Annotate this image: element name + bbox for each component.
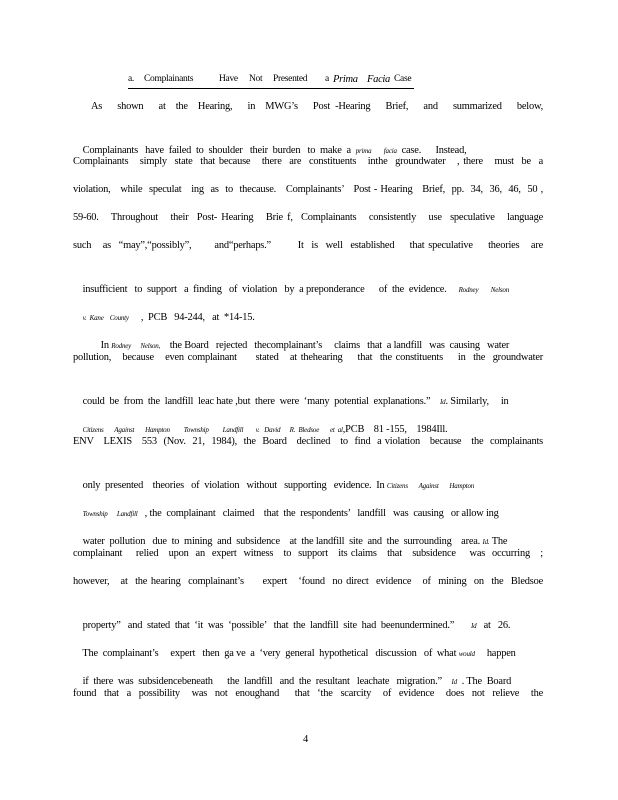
heading-word: Have bbox=[219, 74, 238, 84]
body-line bbox=[73, 462, 543, 491]
body-line: ENV LEXIS 553 (Nov. 21, 1984), the Board declined to find a violation because the complainants bbox=[73, 436, 543, 447]
body-line bbox=[91, 322, 543, 351]
line-text: the Board rejected thecomplainant’s claims that a landfill was causing water bbox=[169, 340, 510, 351]
heading-word: Not bbox=[249, 74, 263, 84]
italic-term: would bbox=[458, 650, 475, 658]
line-text: at 26. bbox=[483, 620, 511, 631]
line-text: insufficient to support a finding of violation by a preponderance of the evidence. bbox=[82, 284, 447, 295]
line-text: could be from the landfill leac hate ,but there were ‘many potential explanations.” bbox=[82, 396, 431, 407]
heading-word: Case bbox=[394, 74, 412, 84]
case-citation: Citizens Against Hampton Township Landfill v. David R. Bledsoe et al bbox=[82, 426, 343, 434]
line-text: In bbox=[376, 480, 385, 491]
case-citation: Id bbox=[470, 622, 477, 630]
body-line bbox=[73, 518, 543, 547]
line-text: . The Board bbox=[461, 676, 512, 687]
body-line: pollution, because even complainant stated at thehearing that the constituents in the groundwater bbox=[73, 352, 543, 363]
body-line bbox=[73, 602, 543, 631]
body-line bbox=[73, 378, 543, 407]
case-citation: Rodney Nelson, bbox=[111, 342, 161, 350]
body-line: such as “may”,“possibly”, and“perhaps.” It is well established that speculative theories are bbox=[73, 240, 543, 251]
line-text: The complainant’s expert then ga ve a ‘very general hypothetical discussion of what bbox=[82, 648, 457, 659]
body-line bbox=[73, 630, 543, 659]
heading-letter: a. bbox=[128, 74, 134, 84]
line-text: In bbox=[100, 340, 109, 351]
case-citation: Township Landfill bbox=[82, 510, 138, 518]
case-citation: Rodney Nelson bbox=[458, 286, 509, 294]
line-text: only presented theories of violation without supporting evidence. bbox=[82, 480, 372, 491]
case-citation: Id bbox=[451, 678, 457, 686]
line-text: . Similarly, in bbox=[445, 396, 509, 407]
section-heading bbox=[128, 74, 414, 89]
line-text: property” and stated that ‘it was ‘possible’ that the landfill site had beenundermined.” bbox=[82, 620, 455, 631]
body-line: however, at the hearing complainant’s expert ‘found no direct evidence of mining on the Bledsoe bbox=[73, 576, 543, 587]
body-line bbox=[73, 294, 543, 323]
body-line bbox=[73, 658, 543, 687]
body-line bbox=[73, 406, 543, 435]
line-text: , the complainant claimed that the respondents’ landfill was causing or allow ing bbox=[144, 508, 499, 519]
body-line: found that a possibility was not enoughand that ‘the scarcity of evidence does not relieve the bbox=[73, 688, 543, 699]
body-line: complainant relied upon an expert witness to support its claims that subsidence was occurring ; bbox=[73, 548, 543, 559]
case-citation: Id. bbox=[482, 538, 490, 546]
body-line: As shown at the Hearing, in MWG’s Post -Hearing Brief, and summarized below, bbox=[91, 101, 543, 112]
line-text: case. Instead, bbox=[401, 145, 467, 156]
heading-word: Complainants bbox=[144, 74, 194, 84]
case-citation: Id bbox=[440, 398, 446, 406]
case-citation: Citizens Against Hampton bbox=[386, 482, 475, 490]
line-text: The bbox=[491, 536, 508, 547]
body-line bbox=[73, 490, 543, 519]
body-line bbox=[73, 127, 543, 156]
line-text: Complainants have failed to shoulder their burden to make a bbox=[82, 145, 351, 156]
italic-term: prima facia bbox=[355, 147, 397, 155]
heading-word: Presented bbox=[273, 74, 308, 84]
heading-word-italic: Facia bbox=[367, 74, 390, 85]
page-number: 4 bbox=[303, 734, 309, 745]
heading-word: a bbox=[325, 74, 329, 84]
line-text: happen bbox=[486, 648, 516, 659]
line-text: if there was subsidencebeneath the landfill and the resultant leachate migration.” bbox=[82, 676, 442, 687]
heading-word-italic: Prima bbox=[333, 74, 358, 85]
body-line: 59-60. Throughout their Post- Hearing Brie f, Complainants consistently use speculative language bbox=[73, 212, 543, 223]
line-text: water pollution due to mining and subsidence at the landfill site and the surrounding area. bbox=[82, 536, 481, 547]
body-line: Complainants simply state that because there are constituents inthe groundwater , there must be a bbox=[73, 156, 543, 167]
line-text: ,PCB 81 -155, 1984Ill. bbox=[342, 424, 448, 435]
body-line: violation, while speculat ing as to thecause. Complainants’ Post - Hearing Brief, pp. 34, 36, 46, 50 , bbox=[73, 184, 543, 195]
body-line bbox=[73, 266, 543, 295]
case-citation: v. Kane County bbox=[82, 314, 129, 322]
line-text: , PCB 94-244, at *14-15. bbox=[140, 312, 255, 323]
